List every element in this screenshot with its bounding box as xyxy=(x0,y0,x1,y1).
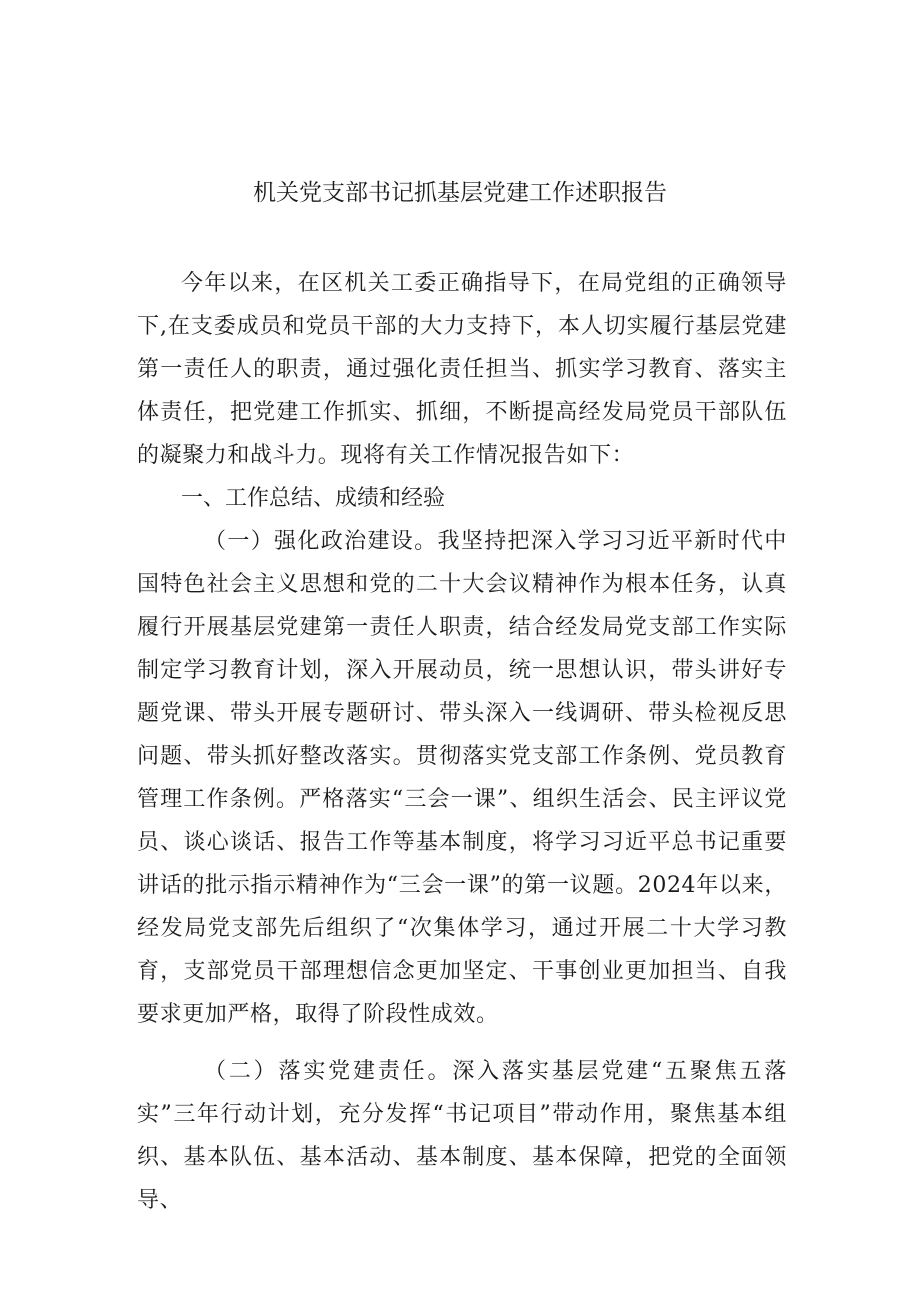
body-paragraph: （一）强化政治建设。我坚持把深入学习习近平新时代中国特色社会主义思想和党的二十大会议精神作为根本任务，认真履行开展基层党建第一责任人职责，结合经发局党支部工作实际制定学习教育计划，深入开展动员，统一思想认识，带头讲好专题党课、带头开展专题研讨、带头深入一线调研、带头检视反思问题、带头抓好整改落实。贯彻落实党支部工作条例、党员教育管理工作条例。严格落实“三会一课”、组织生活会、民主评议党员、谈心谈话、报告工作等基本制度，将学习习近平总书记重要讲话的批示指示精神作为“三会一课”的第一议题。2024年以来，经发局党支部先后组织了“次集体学习，通过开展二十大学习教育，支部党员干部理想信念更加坚定、干事创业更加担当、自我要求更加严格，取得了阶段性成效。 xyxy=(137,529,787,1027)
section-heading: 一、工作总结、成绩和经验 xyxy=(181,486,446,511)
document-title: 机关党支部书记抓基层党建工作述职报告 xyxy=(253,180,667,206)
intro-paragraph: 今年以来，在区机关工委正确指导下，在局党组的正确领导下,在支委成员和党员干部的大力支持下，本人切实履行基层党建第一责任人的职责，通过强化责任担当、抓实学习教育、落实主体责任，把党建工作抓实、抓细，不断提高经发局党员干部队伍的凝聚力和战斗力。现将有关工作情况报告如下： xyxy=(137,271,787,468)
body-paragraph: （二）落实党建责任。深入落实基层党建“五聚焦五落实”三年行动计划，充分发挥“书记项目”带动作用，聚焦基本组织、基本队伍、基本活动、基本制度、基本保障，把党的全面领导、 xyxy=(137,1059,787,1213)
